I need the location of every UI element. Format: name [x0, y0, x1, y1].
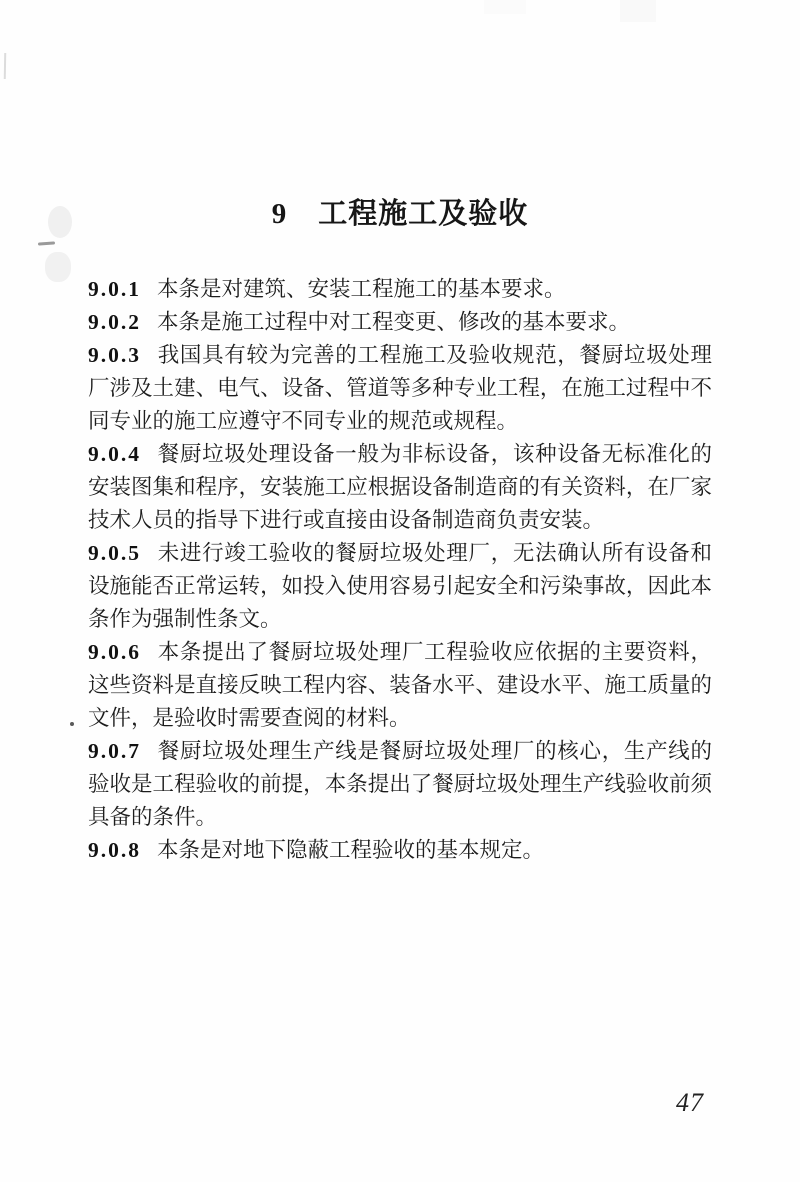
chapter-number: 9 [271, 198, 287, 230]
clause-text: 未进行竣工验收的餐厨垃圾处理厂，无法确认所有设备和设施能否正常运转，如投入使用容易引起安全和污染事故，因此本条作为强制性条文。 [88, 541, 712, 631]
clause-text: 本条提出了餐厨垃圾处理厂工程验收应依据的主要资料，这些资料是直接反映工程内容、装备水平、建设水平、施工质量的文件，是验收时需要查阅的材料。 [88, 640, 712, 730]
scan-artifact-faint [620, 0, 656, 22]
clause-number: 9.0.4 [88, 442, 141, 466]
clause-number: 9.0.8 [88, 838, 141, 862]
chapter-title: 工程施工及验收 [318, 198, 529, 230]
scan-artifact-edge-line [4, 53, 6, 79]
clause-number: 9.0.1 [88, 277, 141, 301]
page-number: 47 [676, 1088, 704, 1117]
clause-number: 9.0.7 [88, 739, 141, 763]
chapter-heading [0, 191, 800, 232]
scan-artifact-faint [484, 0, 526, 14]
scan-artifact-smudge [45, 252, 71, 282]
clause-text: 本条是施工过程中对工程变更、修改的基本要求。 [157, 310, 631, 334]
clause-paragraph [88, 735, 712, 834]
clause-number: 9.0.3 [88, 343, 141, 367]
clause-paragraph [88, 273, 712, 306]
clause-text: 餐厨垃圾处理设备一般为非标设备，该种设备无标准化的安装图集和程序，安装施工应根据设备制造商的有关资料，在厂家技术人员的指导下进行或直接由设备制造商负责安装。 [88, 442, 712, 532]
clause-paragraph [88, 636, 712, 735]
clauses-body [88, 273, 712, 867]
clause-paragraph [88, 306, 712, 339]
clause-paragraph [88, 438, 712, 537]
clause-text: 餐厨垃圾处理生产线是餐厨垃圾处理厂的核心，生产线的验收是工程验收的前提，本条提出了餐厨垃圾处理生产线验收前须具备的条件。 [88, 739, 712, 829]
clause-text: 本条是对地下隐蔽工程验收的基本规定。 [157, 838, 545, 862]
clause-paragraph [88, 834, 712, 867]
clause-number: 9.0.5 [88, 541, 141, 565]
scan-artifact-dash [38, 241, 55, 245]
clause-paragraph [88, 339, 712, 438]
clause-number: 9.0.2 [88, 310, 141, 334]
clause-text: 本条是对建筑、安装工程施工的基本要求。 [157, 277, 566, 301]
clause-paragraph [88, 537, 712, 636]
clause-number: 9.0.6 [88, 640, 141, 664]
scan-artifact-dot [70, 722, 74, 726]
clause-text: 我国具有较为完善的工程施工及验收规范，餐厨垃圾处理厂涉及土建、电气、设备、管道等多种专业工程，在施工过程中不同专业的施工应遵守不同专业的规范或规程。 [88, 343, 712, 433]
